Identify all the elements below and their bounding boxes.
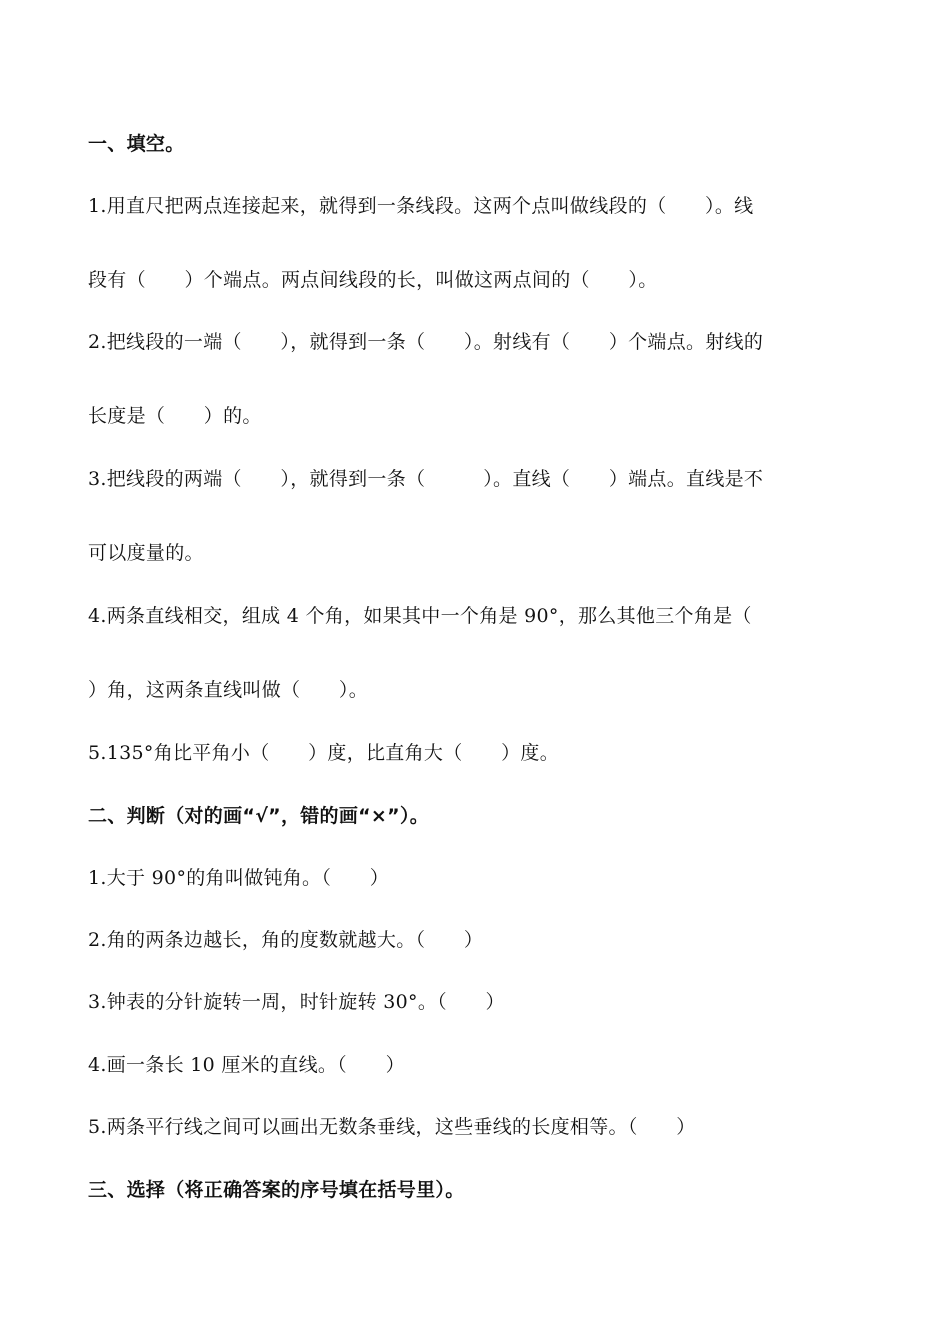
question-line: 3.把线段的两端（ ），就得到一条（ ）。直线（ ）端点。直线是不 xyxy=(88,468,764,490)
question-line: 3.钟表的分针旋转一周，时针旋转 30°。（ ） xyxy=(88,991,505,1013)
question-line: ）角，这两条直线叫做（ ）。 xyxy=(88,679,369,701)
question-line: 1.用直尺把两点连接起来，就得到一条线段。这两个点叫做线段的（ ）。线 xyxy=(88,195,754,217)
question-line: 5.135°角比平角小（ ）度，比直角大（ ）度。 xyxy=(88,742,559,764)
section-heading-multiple-choice: 三、选择（将正确答案的序号填在括号里）。 xyxy=(88,1179,465,1201)
question-line: 长度是（ ）的。 xyxy=(88,405,262,427)
question-line: 4.两条直线相交，组成 4 个角，如果其中一个角是 90°，那么其他三个角是（ xyxy=(88,605,752,627)
question-line: 4.画一条长 10 厘米的直线。（ ） xyxy=(88,1054,405,1076)
question-line: 段有（ ）个端点。两点间线段的长，叫做这两点间的（ ）。 xyxy=(88,269,658,291)
question-line: 5.两条平行线之间可以画出无数条垂线，这些垂线的长度相等。（ ） xyxy=(88,1116,696,1138)
section-heading-true-false: 二、判断（对的画“√”，错的画“×”）。 xyxy=(88,805,430,827)
question-line: 2.角的两条边越长，角的度数就越大。（ ） xyxy=(88,929,484,951)
question-line: 2.把线段的一端（ ），就得到一条（ ）。射线有（ ）个端点。射线的 xyxy=(88,331,764,353)
section-heading-fill-blank: 一、填空。 xyxy=(88,133,185,155)
question-line: 1.大于 90°的角叫做钝角。（ ） xyxy=(88,867,390,889)
question-line: 可以度量的。 xyxy=(88,542,204,564)
